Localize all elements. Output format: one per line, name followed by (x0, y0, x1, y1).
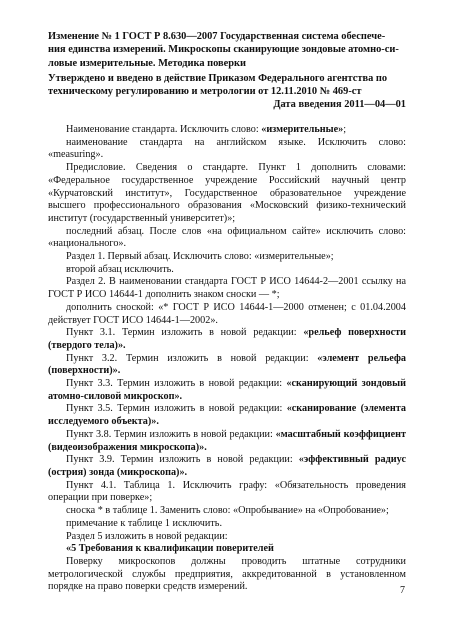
approval-line: Утверждено и введено в действие Приказом Федерального агентства по (48, 73, 388, 84)
approval-line: техническому регулированию и метрологии от 12.11.2010 № 469-ст (48, 86, 362, 98)
bold-term: «измерительные» (261, 124, 344, 135)
bold-term: «сканирующий зондовый атомно-силовой микроскоп». (48, 378, 406, 402)
body-paragraph (48, 276, 406, 301)
body-paragraph (48, 454, 406, 479)
paragraph-text: ; (343, 124, 347, 135)
paragraph-text: Наименование стандарта. Исключить слово: (66, 124, 262, 135)
body-paragraph (48, 543, 406, 556)
approval-statement (48, 72, 406, 99)
paragraph-text: Предисловие. Сведения о стандарте. Пункт 1 дополнить словами: «Федеральное государственное учреждение Российский научный центр «Курчатовский институт», Государственное образовательное учреждение высшего профессионального образования «Московский физико-технический институт (государственный университет)»; (48, 162, 406, 224)
bold-term: «элемент рельефа (поверхности)». (48, 352, 406, 377)
paragraph-text: Пункт 3.3. Термин изложить в новой редакции: (66, 378, 287, 390)
paragraph-text: Пункт 3.1. Термин изложить в новой редакции: (66, 327, 304, 339)
paragraph-text: Раздел 1. Первый абзац. Исключить слово: «измерительные»; (66, 251, 334, 263)
bold-term: «эффективный радиус (острия) зонда (микроскопа)». (48, 454, 406, 478)
amendment-body (48, 124, 406, 594)
paragraph-text: второй абзац исключить. (66, 263, 174, 275)
body-paragraph (48, 162, 406, 226)
body-paragraph (48, 353, 406, 378)
paragraph-text: Раздел 2. В наименовании стандарта ГОСТ Р ИСО 14644-2—2001 ссылку на ГОСТ Р ИСО 14644-1 дополнить знаком сноски — *; (48, 276, 406, 301)
paragraph-text: Поверку микроскопов должны проводить штатные сотрудники метрологической службы предприятия, аккредитованной в установленном порядке на право поверки средств измерений. (48, 555, 406, 593)
bold-term: «рельеф поверхности (твердого тела)». (48, 327, 406, 351)
body-paragraph (48, 403, 406, 428)
body-paragraph (48, 505, 406, 518)
paragraph-text: сноска * в таблице 1. Заменить слово: «Опробывание» на «Опробование»; (66, 505, 389, 517)
effective-date: Дата введения 2011—04—01 (273, 99, 406, 110)
body-paragraph (48, 124, 406, 137)
body-paragraph (48, 378, 406, 403)
paragraph-text: наименование стандарта на английском языке. Исключить слово: «measuring». (48, 136, 406, 161)
amendment-title (48, 30, 406, 70)
paragraph-text: Пункт 3.5. Термин изложить в новой редакции: (66, 403, 287, 415)
title-line: Изменение № 1 ГОСТ Р 8.630—2007 Государственная система обеспече- (48, 31, 386, 42)
title-line: ния единства измерений. Микроскопы сканирующие зондовые атомно-си- (48, 44, 399, 56)
paragraph-text: примечание к таблице 1 исключить. (66, 517, 223, 529)
title-line: ловые измерительные. Методика поверки (48, 57, 247, 69)
paragraph-text: Пункт 4.1. Таблица 1. Исключить графу: «Обязательность проведения операции при поверке»; (48, 479, 406, 504)
body-paragraph (48, 137, 406, 162)
page-number: 7 (400, 585, 405, 596)
bold-term: «5 Требования к квалификации поверителей (66, 543, 274, 555)
paragraph-text: дополнить сноской: «* ГОСТ Р ИСО 14644-1—2000 отменен; с 01.04.2004 действует ГОСТ ИСО 14644-1—2002». (48, 301, 406, 326)
body-paragraph (48, 531, 406, 544)
paragraph-text: Пункт 3.9. Термин изложить в новой редакции: (66, 454, 299, 466)
body-paragraph (48, 556, 406, 594)
body-paragraph (48, 264, 406, 277)
body-paragraph (48, 429, 406, 454)
paragraph-text: последний абзац. После слов «на официальном сайте» исключить слово: «национального». (48, 225, 406, 250)
paragraph-text: Раздел 5 изложить в новой редакции: (66, 530, 228, 542)
bold-term: «сканирование (элемента исследуемого объекта)». (48, 403, 406, 428)
paragraph-text: Пункт 3.8. Термин изложить в новой редакции: (66, 428, 276, 440)
body-paragraph (48, 480, 406, 505)
body-paragraph (48, 518, 406, 531)
body-paragraph (48, 302, 406, 327)
paragraph-text: Пункт 3.2. Термин изложить в новой редакции: (66, 352, 318, 364)
bold-term: «масштабный коэффициент (видеоизображения микроскопа)». (48, 428, 406, 453)
body-paragraph (48, 251, 406, 264)
body-paragraph (48, 226, 406, 251)
body-paragraph (48, 327, 406, 352)
